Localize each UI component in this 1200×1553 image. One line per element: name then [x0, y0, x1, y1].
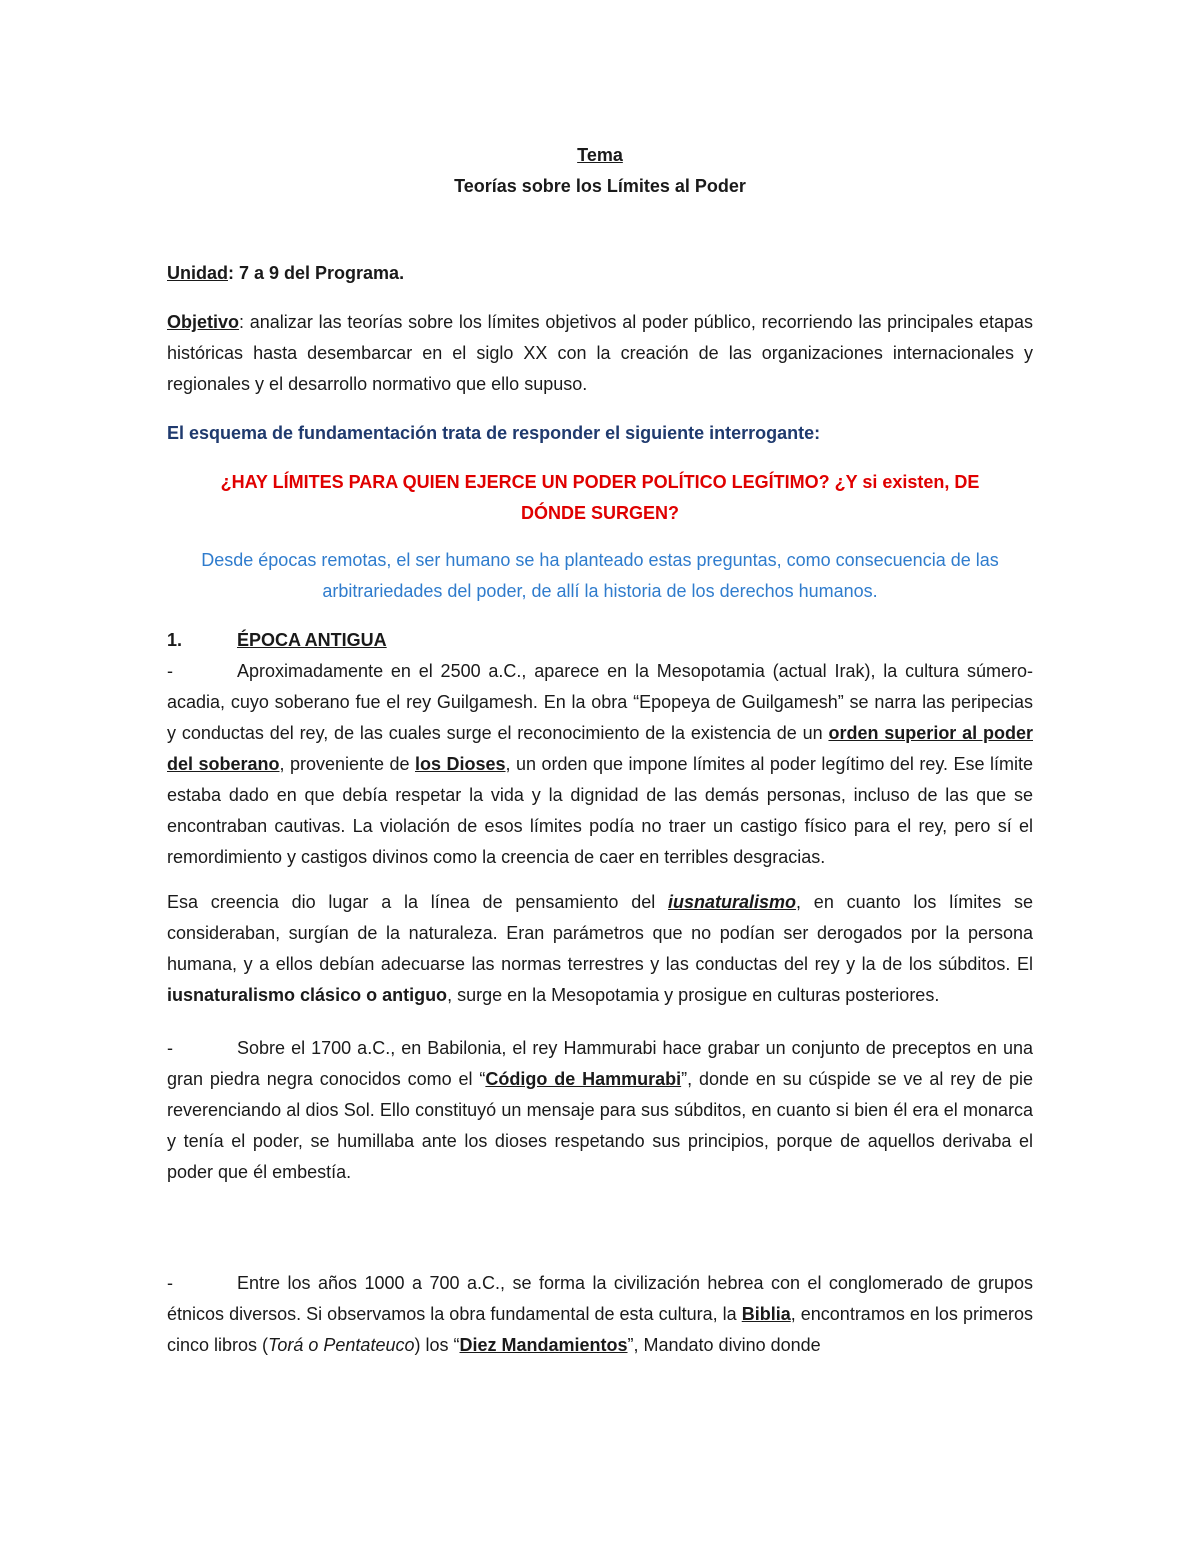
p4-text-a: Entre los años 1000 a 700 a.C., se forma la civilización hebrea con el conglomerado de grupos étnicos diversos. Si observamos la obra fundamental de esta cultura, la [167, 1273, 1033, 1324]
pregunta-heading: ¿HAY LÍMITES PARA QUIEN EJERCE UN PODER POLÍTICO LEGÍTIMO? ¿Y si existen, DE DÓNDE SURGEN? [220, 472, 980, 523]
p2-iusnaturalismo: iusnaturalismo [668, 892, 797, 912]
p4-tora-pentateuco: Torá o Pentateuco [268, 1335, 415, 1355]
objetivo-label: Objetivo [167, 312, 240, 332]
intro-paragraph: Desde épocas remotas, el ser humano se ha planteado estas preguntas, como consecuencia de las arbitrariedades del poder, de allí la historia de los derechos humanos. [201, 550, 999, 601]
p2-text-a: Esa creencia dio lugar a la línea de pensamiento del [167, 892, 668, 912]
p4-biblia: Biblia [741, 1304, 791, 1324]
unidad-line [167, 258, 1033, 289]
bullet-dash: - [167, 1273, 173, 1293]
p4-text-g: ”, Mandato divino donde [627, 1335, 821, 1355]
bullet-dash: - [167, 661, 173, 681]
p2-text-e: , surge en la Mesopotamia y prosigue en culturas posteriores. [447, 985, 940, 1005]
objetivo-text: : analizar las teorías sobre los límites objetivos al poder público, recorriendo las principales etapas históricas hasta desembarcar en el siglo XX con la creación de las organizaciones internacionales y regionales y el desarrollo normativo que ello supuso. [167, 312, 1033, 394]
p1-text-e: , un orden que impone límites al poder legítimo del rey. Ese límite estaba dado en que debía respetar la vida y la dignidad de las demás personas, incluso de las que se encontraban cautivas. La violación de esos límites podía no traer un castigo físico para el rey, pero sí el remordimiento y castigos divinos como la creencia de caer en terribles desgracias. [167, 754, 1033, 867]
p1-los-dioses: los Dioses [415, 754, 506, 774]
unidad-label: Unidad [167, 263, 228, 283]
p1-text-c: , proveniente de [279, 754, 415, 774]
p3-codigo-hammurabi: Código de Hammurabi [485, 1069, 682, 1089]
p2-text-c: , en cuanto los límites se consideraban, surgían de la naturaleza. Eran parámetros que no podían ser derogados por la persona humana, y a ellos debían adecuarse las normas terrestres y las conductas del rey y la de los súbditos. El [167, 892, 1033, 974]
doc-subtitle: Teorías sobre los Límites al Poder [454, 176, 746, 196]
paragraph-iusnaturalismo [167, 887, 1033, 1011]
objetivo-paragraph [167, 307, 1033, 400]
p3-text-a: Sobre el 1700 a.C., en Babilonia, el rey Hammurabi hace grabar un conjunto de preceptos en una gran piedra negra conocidos como el “ [167, 1038, 1033, 1089]
p1-orden-superior: orden superior al poder del soberano [167, 723, 1033, 774]
bullet-dash: - [167, 1038, 173, 1058]
paragraph-guilgamesh [167, 656, 1033, 873]
p3-text-c: ”, donde en su cúspide se ve al rey de pie reverenciando al dios Sol. Ello constituyó un mensaje para sus súbditos, en cuanto si bien él era el monarca y tenía el poder, se humillaba ante los dioses respetando sus principios, porque de aquellos derivaba el poder que él embestía. [167, 1069, 1033, 1182]
p4-diez-mandamientos: Diez Mandamientos [459, 1335, 628, 1355]
p4-text-e: ) los “ [414, 1335, 460, 1355]
paragraph-hammurabi [167, 1033, 1033, 1188]
unidad-text: : 7 a 9 del Programa. [228, 263, 405, 283]
esquema-line: El esquema de fundamentación trata de responder el siguiente interrogante: [167, 423, 821, 443]
section-1-title: ÉPOCA ANTIGUA [237, 630, 387, 650]
document-body [167, 140, 1033, 1361]
section-1-heading [167, 625, 1033, 656]
paragraph-hebrea [167, 1268, 1033, 1361]
p1-text-a: Aproximadamente en el 2500 a.C., aparece en la Mesopotamia (actual Irak), la cultura súmero-acadia, cuyo soberano fue el rey Guilgamesh. En la obra “Epopeya de Guilgamesh” se narra las peripecias y conductas del rey, de las cuales surge el reconocimiento de la existencia de un [167, 661, 1033, 743]
section-1-number: 1. [167, 630, 183, 650]
p4-text-c: , encontramos en los primeros cinco libros ( [167, 1304, 1033, 1355]
doc-title-label: Tema [577, 145, 623, 165]
p2-iusnaturalismo-clasico: iusnaturalismo clásico o antiguo [167, 985, 448, 1005]
